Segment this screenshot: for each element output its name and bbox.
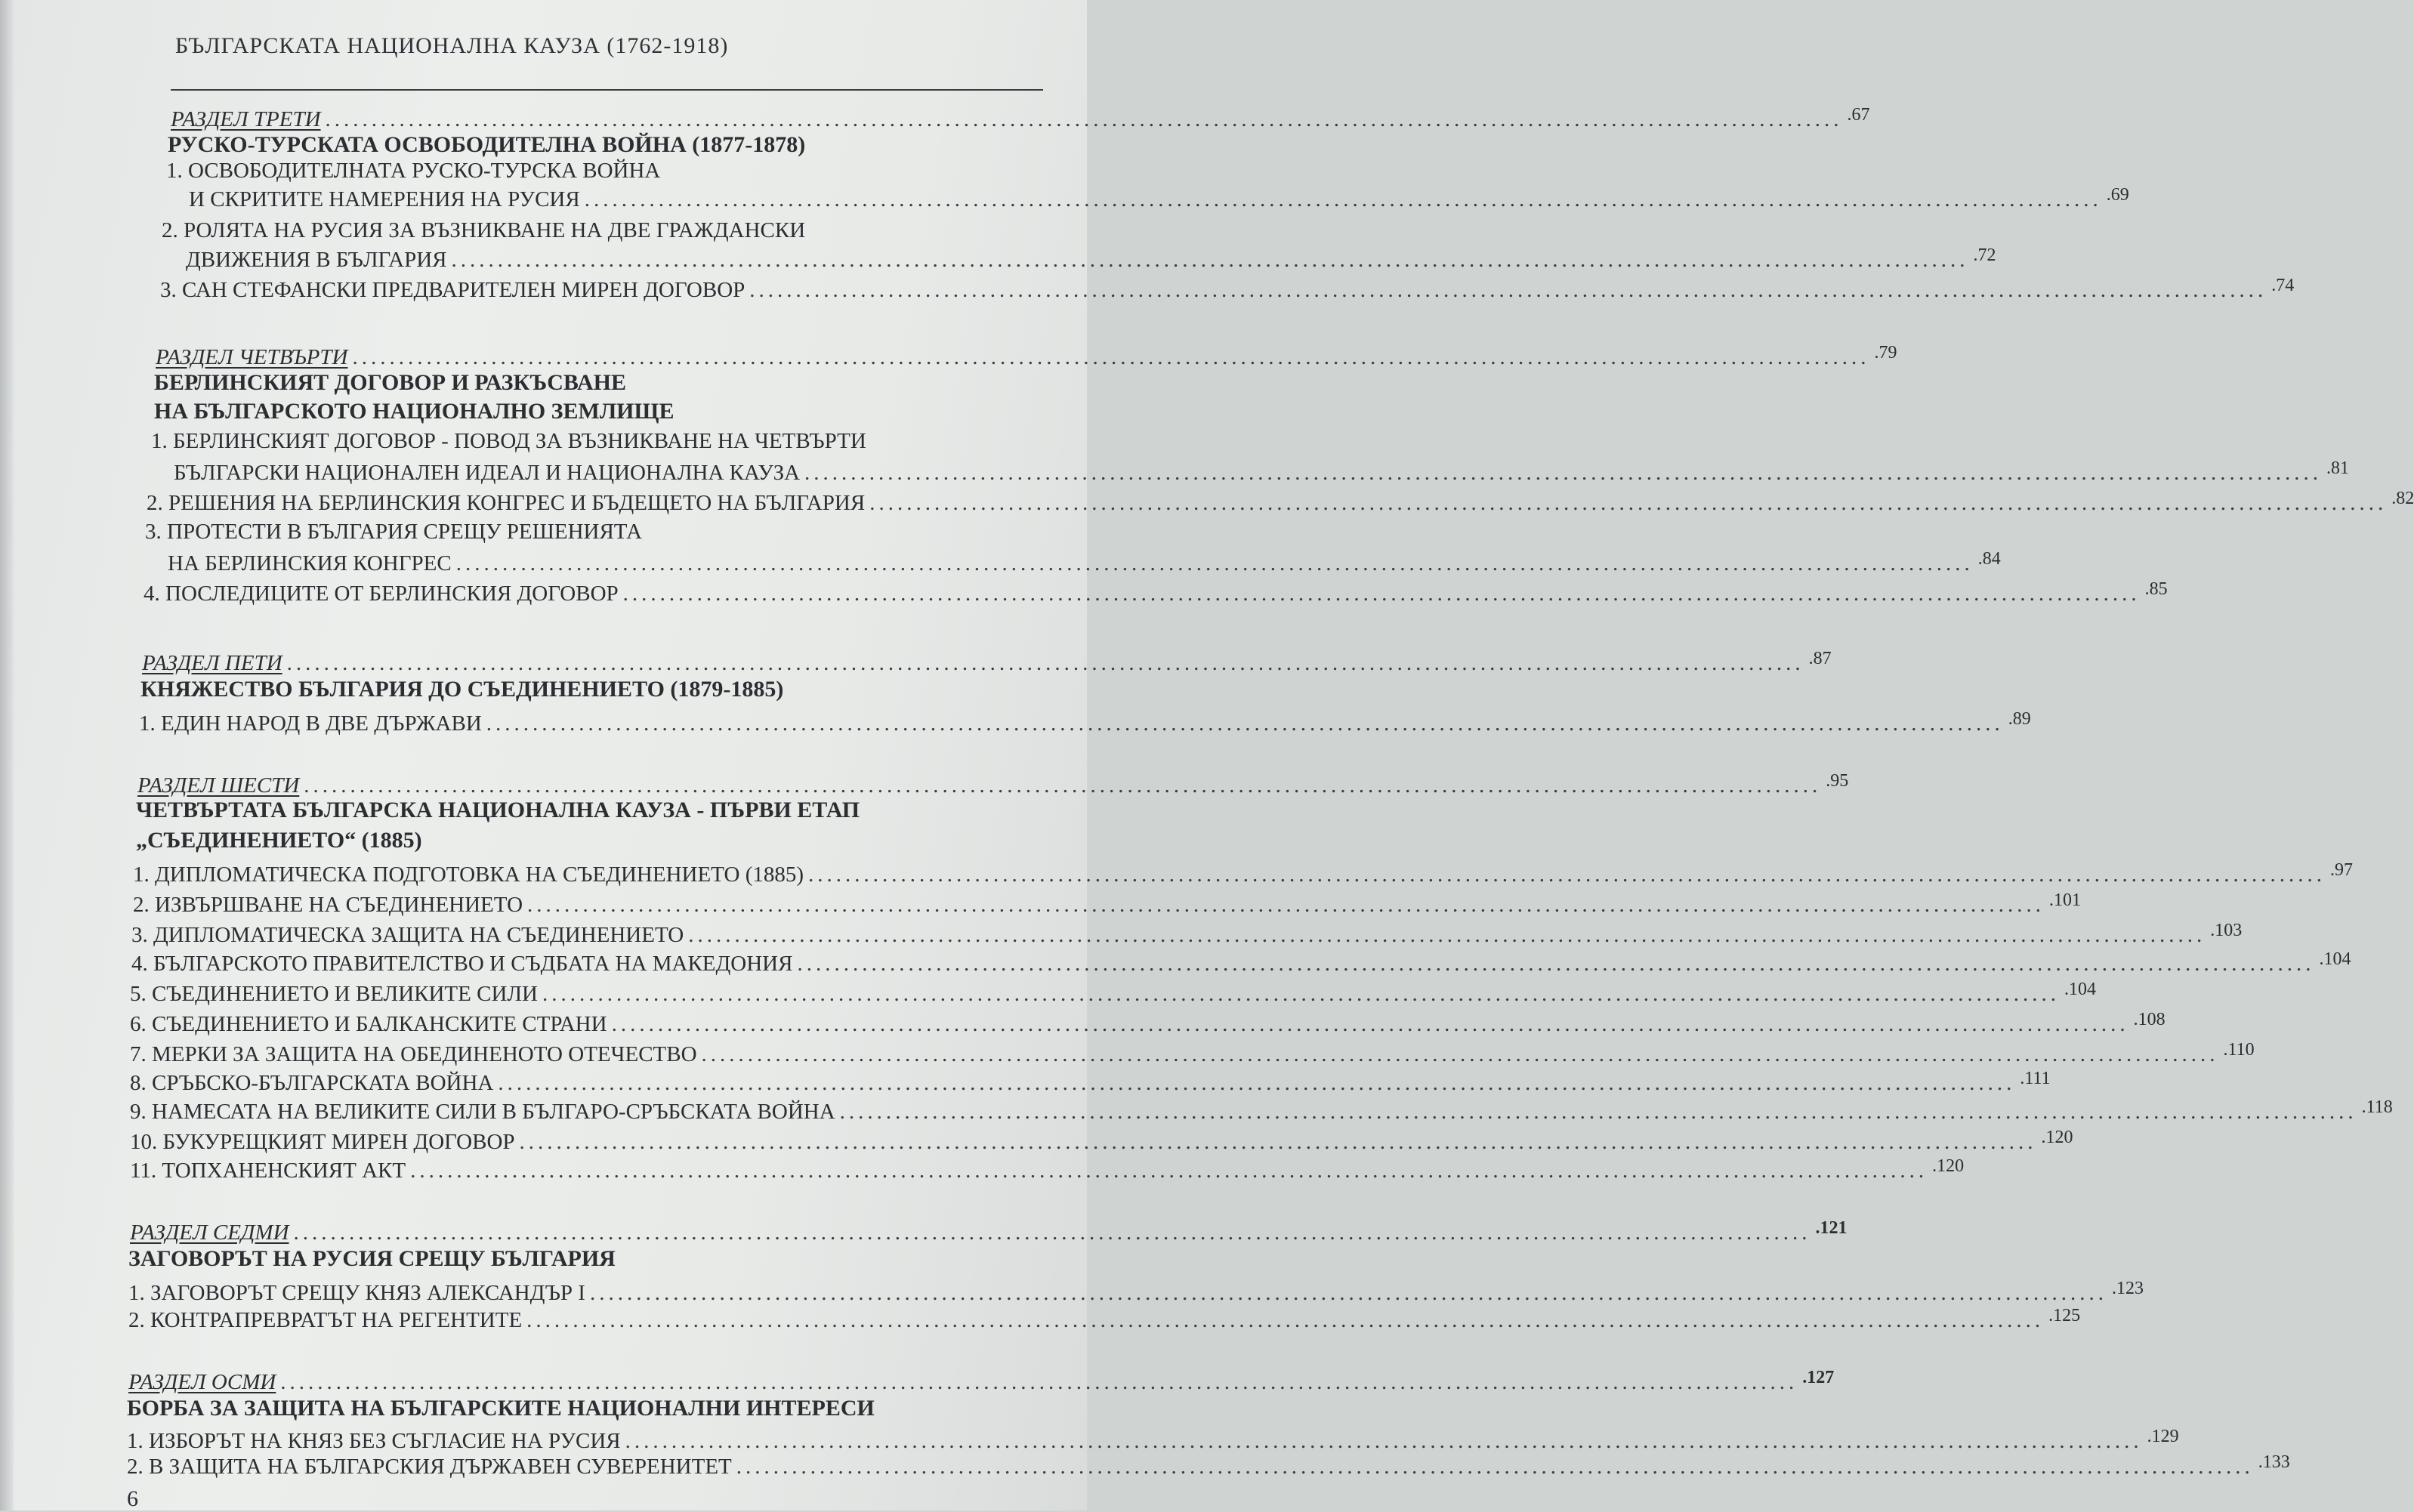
entry-label: 4. БЪЛГАРСКОТО ПРАВИТЕЛСТВО И СЪДБАТА НА МАКЕДОНИЯ	[131, 952, 793, 976]
page-ref: .87	[1808, 649, 1832, 668]
page-ref: .123	[2111, 1279, 2144, 1298]
entry-label: ДВИЖЕНИЯ В БЪЛГАРИЯ	[186, 248, 447, 272]
entry-label: 1. ЗАГОВОРЪТ СРЕЩУ КНЯЗ АЛЕКСАНДЪР I	[128, 1281, 585, 1305]
dot-leader: ....................................................................................................................................................................	[839, 1100, 2357, 1124]
dot-leader: ....................................................................................................................................................................	[325, 107, 1843, 131]
dot-leader: ....................................................................................................................................................................	[625, 1429, 2143, 1453]
dot-leader: ....................................................................................................................................................................	[749, 278, 2267, 302]
toc-entry-text: 1. БЕРЛИНСКИЯТ ДОГОВОР - ПОВОД ЗА ВЪЗНИКВАНЕ НА ЧЕТВЪРТИ	[151, 429, 866, 453]
page-ref: .120	[2041, 1128, 2073, 1147]
toc-entry[interactable]	[128, 1279, 2144, 1307]
page-ref: .72	[1973, 245, 1996, 265]
dot-leader: ....................................................................................................................................................................	[869, 491, 2388, 515]
running-header: БЪЛГАРСКАТА НАЦИОНАЛНА КАУЗА (1762-1918)	[175, 33, 729, 58]
page-ref: .129	[2147, 1427, 2179, 1446]
entry-label: 2. КОНТРАПРЕВРАТЪТ НА РЕГЕНТИТЕ	[128, 1308, 523, 1332]
page-ref: .121	[1815, 1218, 1848, 1238]
section-title: БОРБА ЗА ЗАЩИТА НА БЪЛГАРСКИТЕ НАЦИОНАЛНИ ИНТЕРЕСИ	[127, 1396, 875, 1421]
dot-leader: ....................................................................................................................................................................	[352, 345, 1870, 369]
dot-leader: ....................................................................................................................................................................	[688, 923, 2206, 947]
entry-label: 3. ДИПЛОМАТИЧЕСКА ЗАЩИТА НА СЪЕДИНЕНИЕТО	[131, 923, 684, 947]
page-ref: .120	[1932, 1156, 1965, 1176]
toc-entry[interactable]	[130, 1128, 2073, 1156]
entry-label: 2. ИЗВЪРШВАНЕ НА СЪЕДИНЕНИЕТО	[133, 893, 523, 917]
page-ref: .110	[2223, 1040, 2255, 1060]
dot-leader: ....................................................................................................................................................................	[589, 1281, 2107, 1305]
section-label: РАЗДЕЛ ШЕСТИ	[137, 773, 300, 798]
entry-label: 1. ДИПЛОМАТИЧЕСКА ПОДГОТОВКА НА СЪЕДИНЕНИЕТО (1885)	[133, 862, 804, 887]
entry-label: 3. САН СТЕФАНСКИ ПРЕДВАРИТЕЛЕН МИРЕН ДОГОВОР	[160, 278, 746, 302]
toc-entry[interactable]	[130, 1040, 2255, 1068]
entry-label: 8. СРЪБСКО-БЪЛГАРСКАТА ВОЙНА	[130, 1071, 494, 1095]
toc-entry[interactable]	[131, 921, 2243, 949]
entry-label: 9. НАМЕСАТА НА ВЕЛИКИТЕ СИЛИ В БЪЛГАРО-СРЪБСКАТА ВОЙНА	[130, 1100, 835, 1124]
section-label: РАЗДЕЛ ПЕТИ	[142, 651, 282, 675]
dot-leader: ....................................................................................................................................................................	[527, 893, 2045, 917]
toc-entry[interactable]	[128, 1306, 2081, 1334]
dot-leader: ....................................................................................................................................................................	[736, 1455, 2254, 1479]
dot-leader: ....................................................................................................................................................................	[410, 1159, 1928, 1183]
section-title: НА БЪЛГАРСКОТО НАЦИОНАЛНО ЗЕМЛИЩЕ	[154, 399, 674, 424]
page-number: 6	[127, 1486, 138, 1511]
entry-label: 11. ТОПХАНЕНСКИЯТ АКТ	[130, 1159, 406, 1183]
toc-entry[interactable]	[130, 1097, 2393, 1125]
page-ref: .101	[2049, 890, 2082, 910]
toc-entry[interactable]	[144, 579, 2168, 607]
page-ref: .103	[2210, 921, 2243, 940]
entry-label: БЪЛГАРСКИ НАЦИОНАЛЕН ИДЕАЛ И НАЦИОНАЛНА КАУЗА	[174, 461, 801, 485]
toc-section-7[interactable]	[130, 1218, 1848, 1246]
toc-entry[interactable]	[130, 980, 2096, 1007]
page-ref: .133	[2258, 1452, 2290, 1472]
toc-entry[interactable]	[127, 1452, 2290, 1480]
toc-entry[interactable]	[147, 489, 2414, 517]
section-title: ЗАГОВОРЪТ НА РУСИЯ СРЕЩУ БЪЛГАРИЯ	[128, 1246, 616, 1271]
entry-label: И СКРИТИТЕ НАМЕРЕНИЯ НА РУСИЯ	[189, 187, 580, 211]
page-ref: .89	[2008, 709, 2031, 729]
toc-entry[interactable]	[139, 709, 2031, 737]
dot-leader: ....................................................................................................................................................................	[304, 773, 1822, 798]
dot-leader: ....................................................................................................................................................................	[486, 711, 2004, 736]
toc-entry-text: 1. ОСВОБОДИТЕЛНАТА РУСКО-ТУРСКА ВОЙНА	[166, 159, 661, 183]
toc-entry[interactable]	[186, 245, 1996, 273]
entry-label: 2. РЕШЕНИЯ НА БЕРЛИНСКИЯ КОНГРЕС И БЪДЕЩЕТО НА БЪЛГАРИЯ	[147, 491, 866, 515]
entry-label: 7. МЕРКИ ЗА ЗАЩИТА НА ОБЕДИНЕНОТО ОТЕЧЕСТВО	[130, 1042, 697, 1066]
entry-label: 5. СЪЕДИНЕНИЕТО И ВЕЛИКИТЕ СИЛИ	[130, 982, 538, 1006]
page-ref: .67	[1847, 105, 1870, 125]
dot-leader: ....................................................................................................................................................................	[622, 582, 2141, 606]
section-title: ЧЕТВЪРТАТА БЪЛГАРСКА НАЦИОНАЛНА КАУЗА - ПЪРВИ ЕТАП	[136, 798, 860, 822]
dot-leader: ....................................................................................................................................................................	[542, 982, 2060, 1006]
section-label: РАЗДЕЛ ОСМИ	[128, 1370, 276, 1394]
toc-entry[interactable]	[168, 549, 2001, 577]
dot-leader: ....................................................................................................................................................................	[293, 1220, 1811, 1245]
toc-entry[interactable]	[130, 1069, 2051, 1097]
section-label: РАЗДЕЛ ТРЕТИ	[171, 107, 321, 131]
section-title: БЕРЛИНСКИЯТ ДОГОВОР И РАЗКЪСВАНЕ	[154, 370, 627, 395]
page-ref: .74	[2271, 276, 2295, 295]
page-ref: .118	[2361, 1097, 2393, 1117]
dot-leader: ....................................................................................................................................................................	[584, 187, 2102, 211]
toc-entry[interactable]	[131, 949, 2351, 977]
dot-leader: ....................................................................................................................................................................	[526, 1308, 2045, 1332]
toc-entry[interactable]	[160, 276, 2295, 304]
toc-entry[interactable]	[174, 458, 2350, 486]
dot-leader: ....................................................................................................................................................................	[701, 1042, 2219, 1066]
page-ref: .85	[2144, 579, 2168, 599]
page-ref: .104	[2319, 949, 2351, 969]
toc-entry[interactable]	[127, 1427, 2179, 1455]
entry-label: НА БЕРЛИНСКИЯ КОНГРЕС	[168, 551, 452, 575]
dot-leader: ....................................................................................................................................................................	[611, 1012, 2129, 1036]
section-label: РАЗДЕЛ СЕДМИ	[130, 1220, 289, 1245]
entry-label: 2. В ЗАЩИТА НА БЪЛГАРСКИЯ ДЪРЖАВЕН СУВЕРЕНИТЕТ	[127, 1455, 732, 1479]
toc-entry[interactable]	[130, 1010, 2166, 1038]
page-ref: .84	[1977, 549, 2001, 569]
page-ref: .69	[2106, 185, 2129, 205]
page-ref: .127	[1802, 1368, 1835, 1387]
entry-label: 4. ПОСЛЕДИЦИТЕ ОТ БЕРЛИНСКИЯ ДОГОВОР	[144, 582, 619, 606]
page-ref: .111	[2020, 1069, 2051, 1088]
page-ref: .81	[2326, 458, 2350, 478]
toc-section-8[interactable]	[128, 1368, 1835, 1396]
dot-leader: ....................................................................................................................................................................	[498, 1071, 2016, 1095]
page-ref: .95	[1826, 771, 1849, 791]
section-title: „СЪЕДИНЕНИЕТО“ (1885)	[136, 828, 422, 853]
toc-entry[interactable]	[133, 860, 2354, 888]
dot-leader: ....................................................................................................................................................................	[451, 248, 1969, 272]
dot-leader: ....................................................................................................................................................................	[519, 1130, 2037, 1154]
dot-leader: ....................................................................................................................................................................	[808, 862, 2326, 887]
page-ref: .125	[2048, 1306, 2081, 1325]
toc-section-6[interactable]	[137, 771, 1849, 799]
toc-section-3[interactable]	[171, 105, 1870, 133]
section-label: РАЗДЕЛ ЧЕТВЪРТИ	[156, 345, 348, 369]
dot-leader: ....................................................................................................................................................................	[804, 461, 2323, 485]
entry-label: 6. СЪЕДИНЕНИЕТО И БАЛКАНСКИТЕ СТРАНИ	[130, 1012, 607, 1036]
toc-section-5[interactable]	[142, 649, 1832, 677]
toc-entry-text: 2. РОЛЯТА НА РУСИЯ ЗА ВЪЗНИКВАНЕ НА ДВЕ ГРАЖДАНСКИ	[162, 218, 806, 242]
section-title: РУСКО-ТУРСКАТА ОСВОБОДИТЕЛНА ВОЙНА (1877-1878)	[168, 132, 806, 157]
toc-entry-text: 3. ПРОТЕСТИ В БЪЛГАРИЯ СРЕЩУ РЕШЕНИЯТА	[145, 520, 643, 544]
toc-section-4[interactable]	[156, 343, 1897, 371]
page-ref: .108	[2133, 1010, 2166, 1029]
dot-leader: ....................................................................................................................................................................	[797, 952, 2315, 976]
page-ref: .97	[2330, 860, 2354, 880]
page-ref: .104	[2064, 980, 2096, 999]
toc-entry[interactable]	[189, 185, 2129, 213]
page-ref: .82	[2391, 489, 2414, 508]
entry-label: 1. ЕДИН НАРОД В ДВЕ ДЪРЖАВИ	[139, 711, 482, 736]
section-title: КНЯЖЕСТВО БЪЛГАРИЯ ДО СЪЕДИНЕНИЕТО (1879-1885)	[140, 677, 784, 702]
dot-leader: ....................................................................................................................................................................	[455, 551, 1974, 575]
page-ref: .79	[1874, 343, 1897, 363]
entry-label: 10. БУКУРЕЩКИЯТ МИРЕН ДОГОВОР	[130, 1130, 515, 1154]
entry-label: 1. ИЗБОРЪТ НА КНЯЗ БЕЗ СЪГЛАСИЕ НА РУСИЯ	[127, 1429, 621, 1453]
dot-leader: ....................................................................................................................................................................	[286, 651, 1804, 675]
toc-entry[interactable]	[133, 890, 2082, 918]
dot-leader: ....................................................................................................................................................................	[280, 1370, 1798, 1394]
toc-entry[interactable]	[130, 1156, 1965, 1184]
